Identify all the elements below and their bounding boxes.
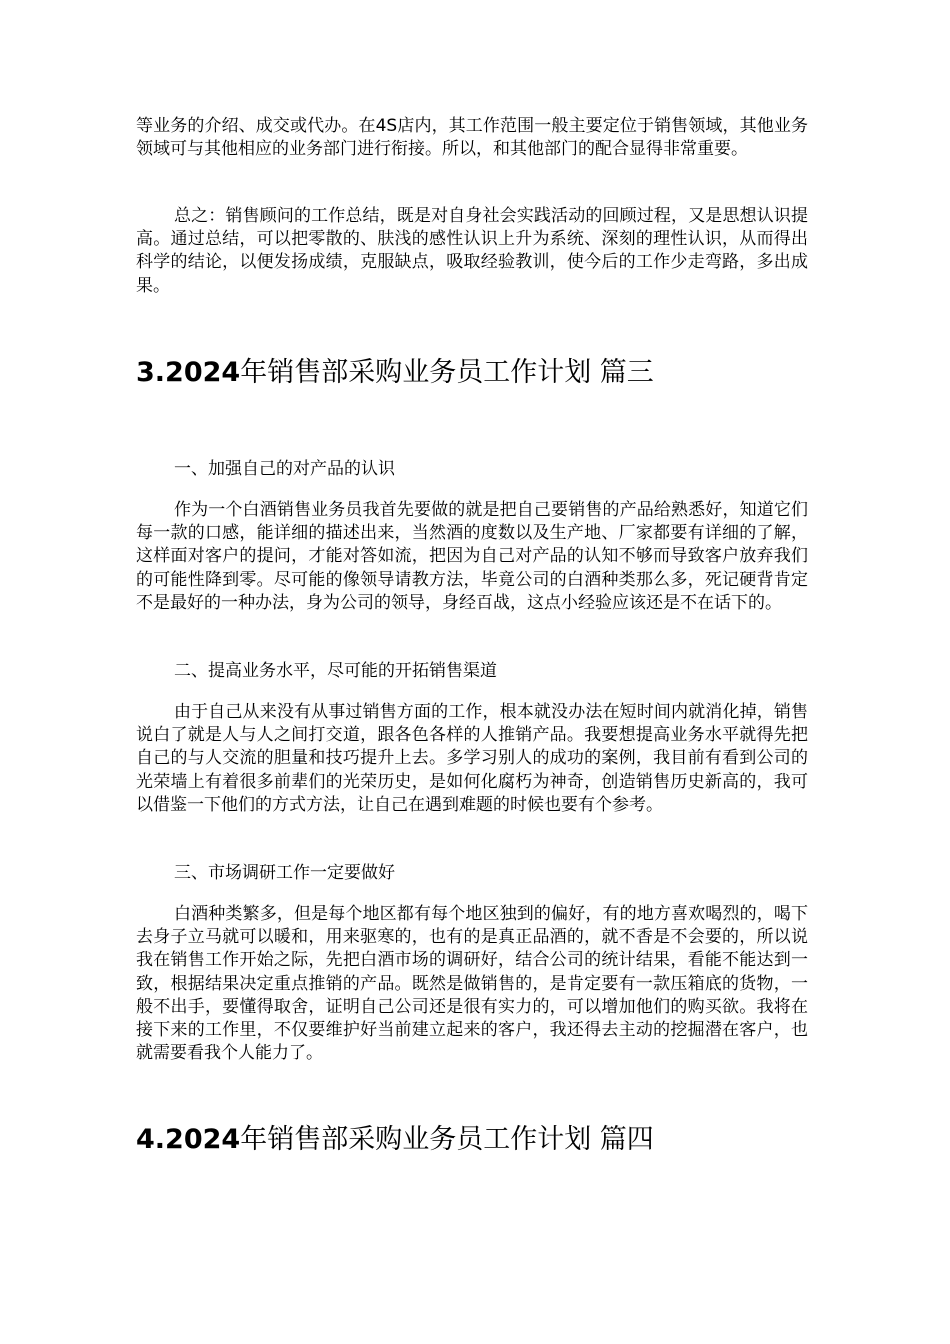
section-3-item-1-heading: 一、加强自己的对产品的认识 (174, 459, 395, 479)
section-3-item-3-heading: 三、市场调研工作一定要做好 (174, 863, 395, 883)
section-4-title: 年销售部采购业务员工作计划 篇四 (240, 1124, 654, 1155)
paragraph-intro-tail: 等业务的介绍、成交或代办。在4S店内，其工作范围一般主要定位于销售领域，其他业务领域可与其他相应的业务部门进行衔接。所以，和其他部门的配合显得非常重要。 (136, 116, 808, 160)
section-3-item-3-body: 白酒种类繁多，但是每个地区都有每个地区独到的偏好，有的地方喜欢喝烈的，喝下去身子立马就可以暖和，用来驱寒的，也有的是真正品酒的，就不香是不会要的，所以说我在销售工作开始之际，先把白酒市场的调研好，结合公司的统计结果，看能不能达到一致，根据结果决定重点推销的产品。既然是做销售的，是肯定要有一款压箱底的货物，一般不出手，要懂得取舍，证明自己公司还是很有实力的，可以增加他们的购买欲。我将在接下来的工作里，不仅要维护好当前建立起来的客户，我还得去主动的挖掘潜在客户，也就需要看我个人能力了。 (136, 904, 808, 1064)
section-3-item-2-heading: 二、提高业务水平，尽可能的开拓销售渠道 (174, 661, 497, 681)
section-3-item-1-body: 作为一个白酒销售业务员我首先要做的就是把自己要销售的产品给熟悉好，知道它们每一款的口感，能详细的描述出来，当然酒的度数以及生产地、厂家都要有详细的了解，这样面对客户的提问，才能对答如流，把因为自己对产品的认知不够而导致客户放弃我们的可能性降到零。尽可能的像领导请教方法，毕竟公司的白酒种类那么多，死记硬背肯定不是最好的一种办法，身为公司的领导，身经百战，这点小经验应该还是不在话下的。 (136, 500, 808, 613)
section-3-title: 年销售部采购业务员工作计划 篇三 (240, 357, 654, 388)
section-3-heading (136, 355, 836, 391)
section-4-number: 4.2024 (136, 1124, 241, 1155)
section-3-item-2-body: 由于自己从来没有从事过销售方面的工作，根本就没办法在短时间内就消化掉，销售说白了就是人与人之间打交道，跟各色各样的人推销产品。我要想提高业务水平就得先把自己的与人交流的胆量和技巧提升上去。多学习别人的成功的案例，我目前有看到公司的光荣墙上有着很多前辈们的光荣历史，是如何化腐朽为神奇，创造销售历史新高的，我可以借鉴一下他们的方式方法，让自己在遇到难题的时候也要有个参考。 (136, 702, 808, 815)
section-3-number: 3.2024 (136, 357, 241, 388)
section-4-heading (136, 1122, 836, 1158)
paragraph-summary: 总之：销售顾问的工作总结，既是对自身社会实践活动的回顾过程，又是思想认识提高。通过总结，可以把零散的、肤浅的感性认识上升为系统、深刻的理性认识，从而得出科学的结论，以便发扬成绩，克服缺点，吸取经验教训，使今后的工作少走弯路，多出成果。 (136, 206, 808, 296)
